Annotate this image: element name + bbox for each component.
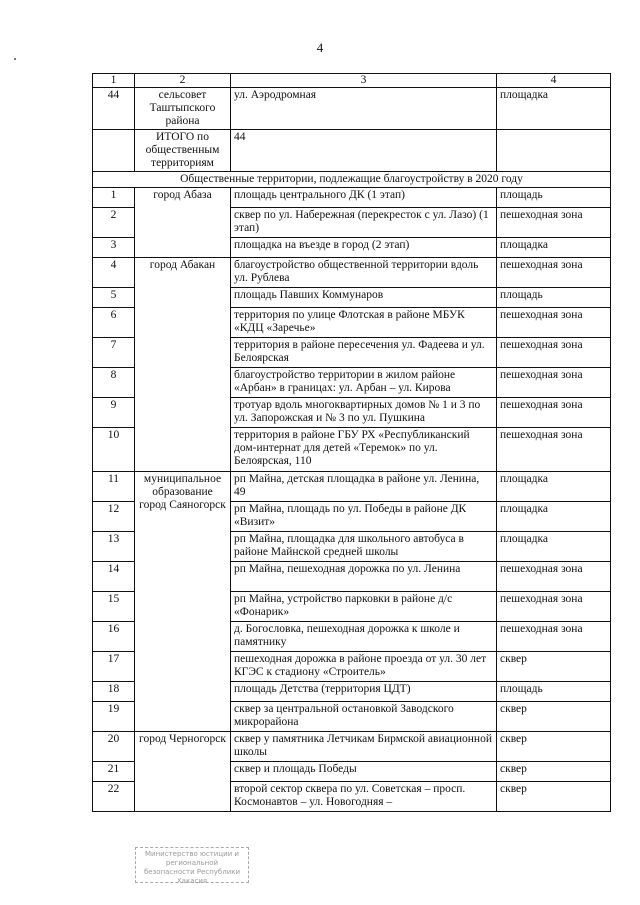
territory-cell: площадь Детства (территория ЦДТ) bbox=[231, 682, 497, 702]
type-cell: площадь bbox=[497, 188, 611, 208]
territory-cell: площадка на въезде в город (2 этап) bbox=[231, 238, 497, 258]
type-cell: пешеходная зона bbox=[497, 622, 611, 652]
territory-cell: рп Майна, пешеходная дорожка по ул. Ленина bbox=[231, 562, 497, 592]
type-cell: сквер bbox=[497, 732, 611, 762]
settlement-cell: город Черногорск bbox=[135, 732, 231, 812]
row-number: 15 bbox=[93, 592, 135, 622]
type-cell: площадка bbox=[497, 532, 611, 562]
row-number: 7 bbox=[93, 338, 135, 368]
settlement-cell: муниципальное образование город Саяногорск bbox=[135, 472, 231, 732]
table-row bbox=[93, 472, 611, 502]
territory-cell: рп Майна, площадь по ул. Победы в районе ДК «Визит» bbox=[231, 502, 497, 532]
territory-cell: сквер за центральной остановкой Заводского микрорайона bbox=[231, 702, 497, 732]
settlement-cell: сельсовет Таштыпского района bbox=[135, 88, 231, 130]
territory-cell: сквер у памятника Летчикам Бирмской авиационной школы bbox=[231, 732, 497, 762]
row-number: 17 bbox=[93, 652, 135, 682]
territory-cell: сквер по ул. Набережная (перекресток с ул. Лазо) (1 этап) bbox=[231, 208, 497, 238]
section-row bbox=[93, 172, 611, 188]
territory-cell: сквер и площадь Победы bbox=[231, 762, 497, 782]
section-title: Общественные территории, подлежащие благоустройству в 2020 году bbox=[93, 172, 611, 188]
table-row bbox=[93, 188, 611, 208]
total-value: 44 bbox=[231, 130, 497, 172]
registration-stamp: Министерство юстиции и региональной безопасности Республики Хакасия bbox=[135, 847, 249, 883]
type-cell: сквер bbox=[497, 652, 611, 682]
row-number: 1 bbox=[93, 188, 135, 208]
row-number: 16 bbox=[93, 622, 135, 652]
territory-cell: пешеходная дорожка в районе проезда от ул. 30 лет КГЭС к стадиону «Строитель» bbox=[231, 652, 497, 682]
row-number: 6 bbox=[93, 308, 135, 338]
row-number: 18 bbox=[93, 682, 135, 702]
territory-cell: рп Майна, площадка для школьного автобуса в районе Майнской средней школы bbox=[231, 532, 497, 562]
type-cell: пешеходная зона bbox=[497, 258, 611, 288]
territory-cell: территория в районе пересечения ул. Фадеева и ул. Белоярская bbox=[231, 338, 497, 368]
table-row bbox=[93, 258, 611, 288]
type-cell: площадка bbox=[497, 472, 611, 502]
row-number: 21 bbox=[93, 762, 135, 782]
row-number: 13 bbox=[93, 532, 135, 562]
header-cell: 2 bbox=[135, 74, 231, 88]
type-cell: площадка bbox=[497, 502, 611, 532]
row-number: 44 bbox=[93, 88, 135, 130]
type-cell: пешеходная зона bbox=[497, 338, 611, 368]
settlement-cell: город Абакан bbox=[135, 258, 231, 472]
territory-cell: площадь центрального ДК (1 этап) bbox=[231, 188, 497, 208]
header-cell: 1 bbox=[93, 74, 135, 88]
type-cell: сквер bbox=[497, 702, 611, 732]
empty-cell bbox=[93, 130, 135, 172]
type-cell: площадка bbox=[497, 88, 611, 130]
row-number: 10 bbox=[93, 428, 135, 472]
row-number: 19 bbox=[93, 702, 135, 732]
table-header-row bbox=[93, 74, 611, 88]
type-cell: сквер bbox=[497, 762, 611, 782]
row-number: 3 bbox=[93, 238, 135, 258]
territory-cell: территория в районе ГБУ РХ «Республиканский дом-интернат для детей «Теремок» по ул. Белоярская, 110 bbox=[231, 428, 497, 472]
territory-cell: благоустройство общественной территории вдоль ул. Рублева bbox=[231, 258, 497, 288]
row-number: 20 bbox=[93, 732, 135, 762]
settlement-cell: город Абаза bbox=[135, 188, 231, 258]
territory-cell: второй сектор сквера по ул. Советская – просп. Космонавтов – ул. Новогодняя – bbox=[231, 782, 497, 812]
territory-cell: рп Майна, устройство парковки в районе д/с «Фонарик» bbox=[231, 592, 497, 622]
type-cell: площадь bbox=[497, 682, 611, 702]
row-number: 8 bbox=[93, 368, 135, 398]
header-cell: 3 bbox=[231, 74, 497, 88]
type-cell: пешеходная зона bbox=[497, 208, 611, 238]
territory-cell: рп Майна, детская площадка в районе ул. Ленина, 49 bbox=[231, 472, 497, 502]
table-row bbox=[93, 88, 611, 130]
territory-cell: тротуар вдоль многоквартирных домов № 1 и 3 по ул. Запорожская и № 3 по ул. Пушкина bbox=[231, 398, 497, 428]
type-cell: пешеходная зона bbox=[497, 368, 611, 398]
territory-cell: д. Богословка, пешеходная дорожка к школе и памятнику bbox=[231, 622, 497, 652]
table-row bbox=[93, 732, 611, 762]
margin-dot bbox=[14, 58, 16, 60]
territory-cell: благоустройство территории в жилом районе «Арбан» в границах: ул. Арбан – ул. Кирова bbox=[231, 368, 497, 398]
type-cell: пешеходная зона bbox=[497, 398, 611, 428]
row-number: 14 bbox=[93, 562, 135, 592]
type-cell: пешеходная зона bbox=[497, 562, 611, 592]
total-row bbox=[93, 130, 611, 172]
row-number: 9 bbox=[93, 398, 135, 428]
row-number: 12 bbox=[93, 502, 135, 532]
header-cell: 4 bbox=[497, 74, 611, 88]
row-number: 5 bbox=[93, 288, 135, 308]
territory-cell: территория по улице Флотская в районе МБУК «КДЦ «Заречье» bbox=[231, 308, 497, 338]
territory-cell: ул. Аэродромная bbox=[231, 88, 497, 130]
type-cell: пешеходная зона bbox=[497, 428, 611, 472]
type-cell: сквер bbox=[497, 782, 611, 812]
type-cell: площадь bbox=[497, 288, 611, 308]
territory-cell: площадь Павших Коммунаров bbox=[231, 288, 497, 308]
empty-cell bbox=[497, 130, 611, 172]
type-cell: площадка bbox=[497, 238, 611, 258]
total-label: ИТОГО по общественным территориям bbox=[135, 130, 231, 172]
row-number: 11 bbox=[93, 472, 135, 502]
row-number: 22 bbox=[93, 782, 135, 812]
row-number: 2 bbox=[93, 208, 135, 238]
type-cell: пешеходная зона bbox=[497, 308, 611, 338]
page-number: 4 bbox=[316, 40, 324, 55]
territories-table bbox=[92, 73, 611, 812]
type-cell: пешеходная зона bbox=[497, 592, 611, 622]
row-number: 4 bbox=[93, 258, 135, 288]
